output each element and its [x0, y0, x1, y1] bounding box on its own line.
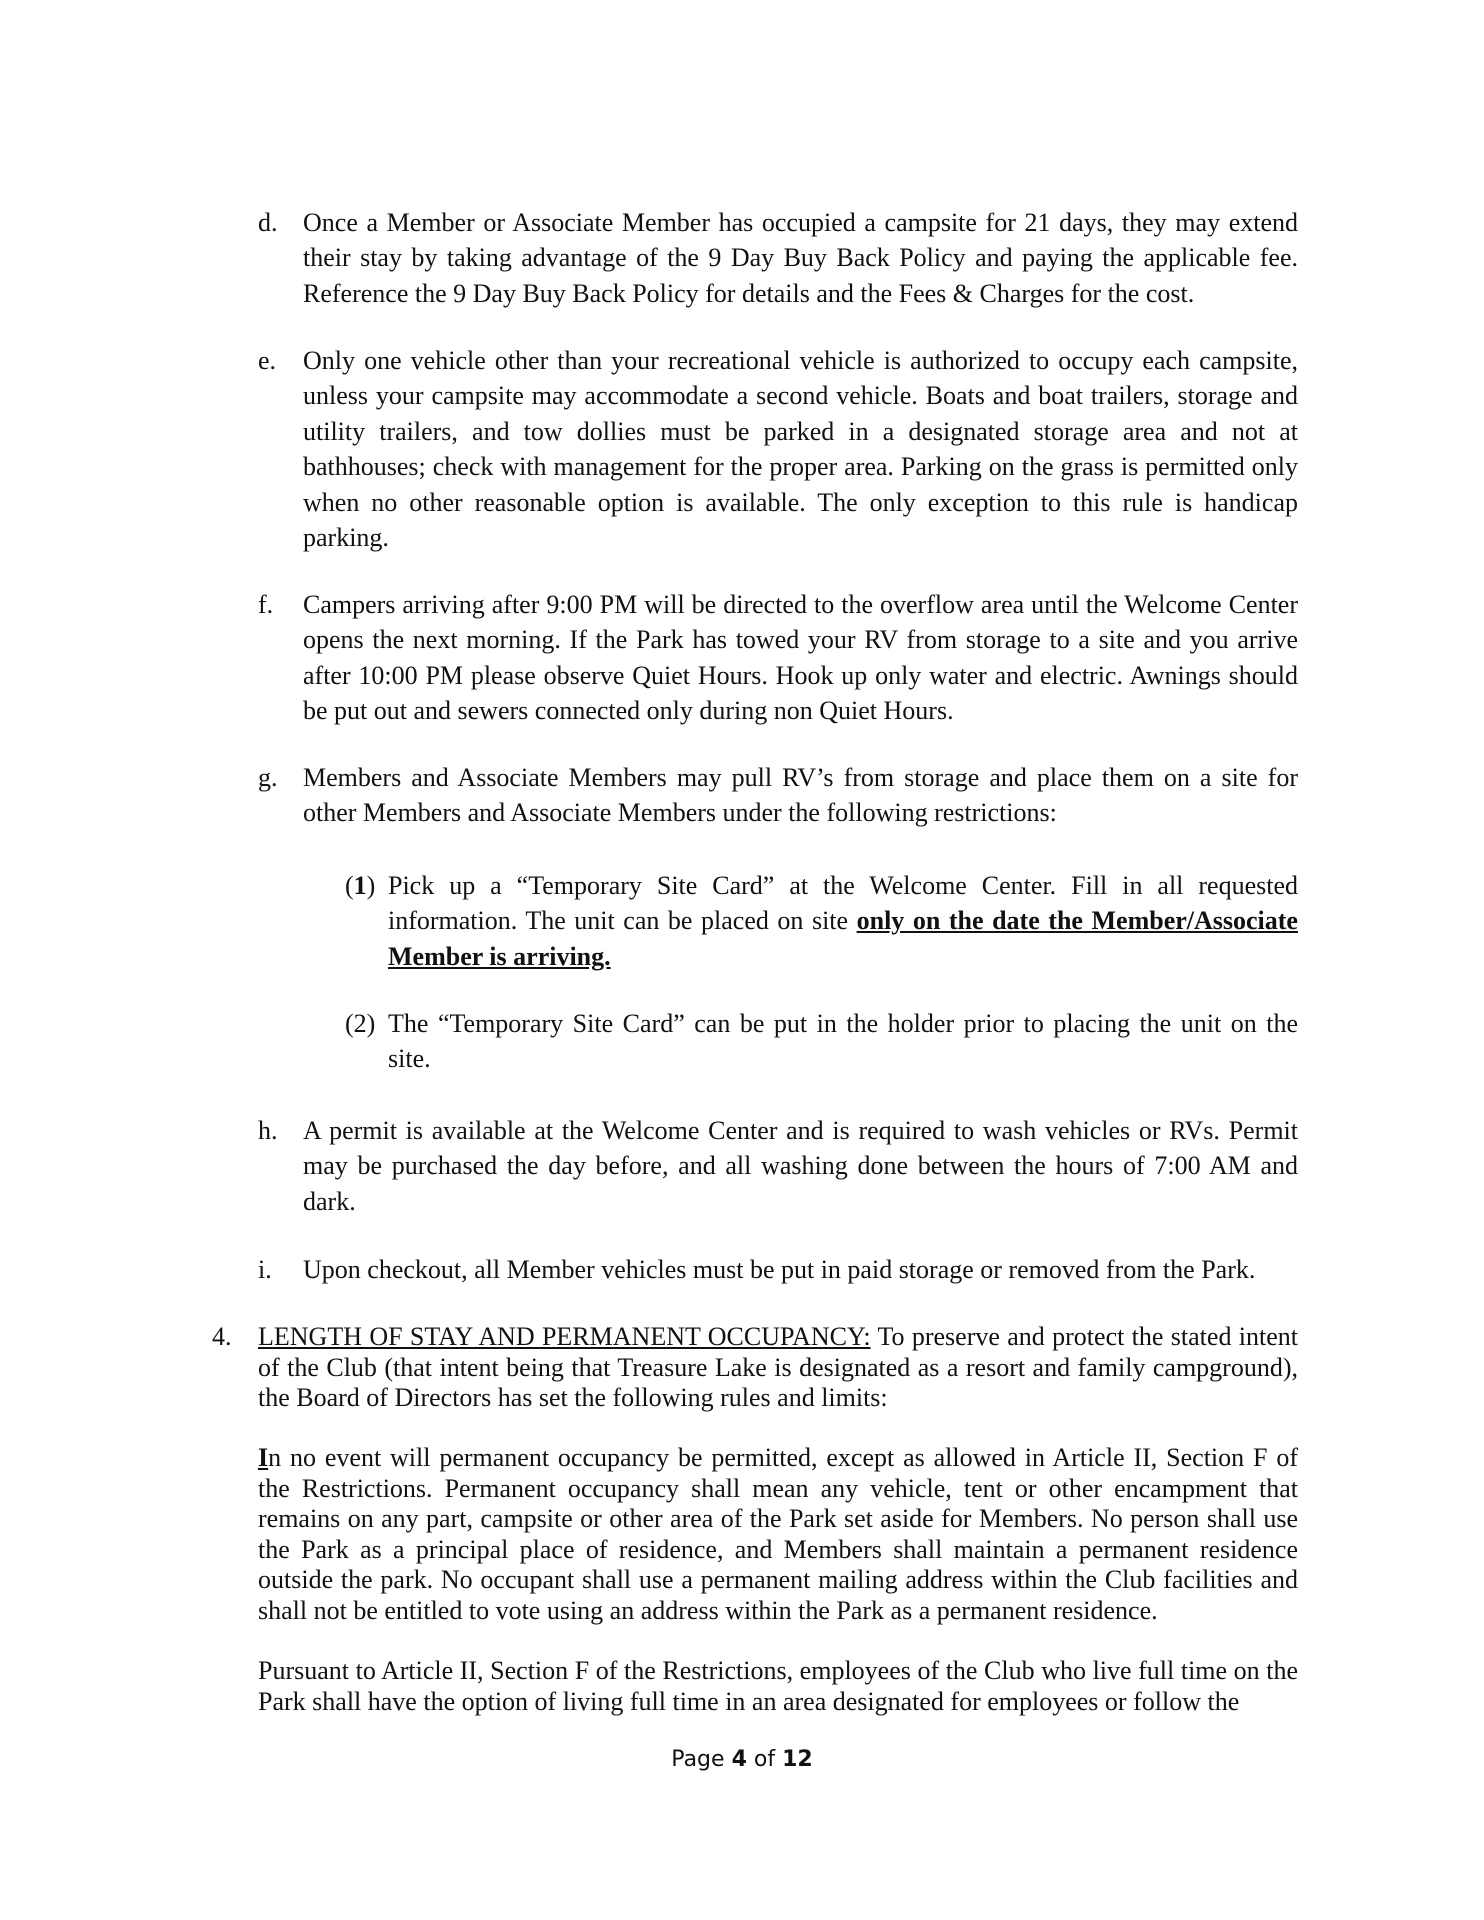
list-marker: d.	[258, 208, 278, 237]
numbered-marker: (2)	[345, 1009, 376, 1038]
section-4	[212, 1322, 1298, 1414]
section-intro: LENGTH OF STAY AND PERMANENT OCCUPANCY: To preserve and protect the stated intent of the Club (that intent being that Treasure Lake is designated as a resort and family campground), the Board of Directors has set the following rules and limits:	[258, 1322, 1299, 1412]
list-item-text: Members and Associate Members may pull RV’s from storage and place them on a site for other Members and Associate Members under the following restrictions:	[303, 763, 1298, 828]
list-item-e	[258, 343, 1298, 555]
emphasis-text: only on the date the Member/Associate Member is arriving.	[388, 906, 1298, 971]
drop-initial: I	[258, 1443, 269, 1472]
list-item-text: Campers arriving after 9:00 PM will be directed to the overflow area until the Welcome Center opens the next morning. If the Park has towed your RV from storage to a site and you arrive after 10:00 PM please observe Quiet Hours. Hook up only water and electric. Awnings should be put out and sewers connected only during non Quiet Hours.	[303, 590, 1298, 726]
list-item-i	[258, 1252, 1298, 1287]
list-item-h	[258, 1113, 1298, 1219]
list-item-f	[258, 587, 1298, 729]
list-item-text: Only one vehicle other than your recreational vehicle is authorized to occupy each campsite, unless your campsite may accommodate a second vehicle. Boats and boat trailers, storage and utility trailers, and tow dollies must be parked in a designated storage area and not at bathhouses; check with management for the proper area. Parking on the grass is permitted only when no other reasonable option is available. The only exception to this rule is handicap parking.	[303, 346, 1298, 553]
numbered-item-1	[345, 868, 1298, 974]
list-item-g	[258, 760, 1298, 831]
current-page-number: 4	[731, 1747, 747, 1772]
section-4-paragraph-2: Pursuant to Article II, Section F of the Restrictions, employees of the Club who live full time on the Park shall have the option of living full time in an area designated for employees or follow the	[258, 1656, 1298, 1716]
numbered-item-text: Pick up a “Temporary Site Card” at the Welcome Center. Fill in all requested information. The unit can be placed on site only on the date the Member/Associate Member is arriving.	[388, 871, 1298, 971]
list-item-text: Once a Member or Associate Member has occupied a campsite for 21 days, they may extend their stay by taking advantage of the 9 Day Buy Back Policy and paying the applicable fee. Reference the 9 Day Buy Back Policy for details and the Fees & Charges for the cost.	[303, 208, 1298, 308]
numbered-item-2	[345, 1006, 1298, 1077]
total-page-count: 12	[782, 1747, 813, 1772]
page-footer: Page 4 of 12	[671, 1747, 813, 1772]
list-item-text: A permit is available at the Welcome Center and is required to wash vehicles or RVs. Permit may be purchased the day before, and all washing done between the hours of 7:00 AM and dark.	[303, 1116, 1298, 1216]
list-marker: f.	[258, 590, 274, 619]
list-item-text: Upon checkout, all Member vehicles must be put in paid storage or removed from the Park.	[303, 1255, 1256, 1284]
section-heading: LENGTH OF STAY AND PERMANENT OCCUPANCY:	[258, 1322, 871, 1351]
numbered-item-text: The “Temporary Site Card” can be put in the holder prior to placing the unit on the site.	[388, 1009, 1298, 1074]
list-marker: i.	[258, 1255, 272, 1284]
list-item-d	[258, 205, 1298, 311]
numbered-marker: (1)	[345, 871, 376, 900]
list-marker: g.	[258, 763, 278, 792]
list-marker: e.	[258, 346, 277, 375]
list-marker: h.	[258, 1116, 278, 1145]
section-4-paragraph-1: In no event will permanent occupancy be permitted, except as allowed in Article II, Section F of the Restrictions. Permanent occupancy shall mean any vehicle, tent or other encampment that remains on any part, campsite or other area of the Park set aside for Members. No person shall use the Park as a principal place of residence, and Members shall maintain a permanent residence outside the park. No occupant shall use a permanent mailing address within the Club facilities and shall not be entitled to vote using an address within the Park as a permanent residence.	[258, 1443, 1298, 1625]
section-number: 4.	[212, 1322, 232, 1351]
